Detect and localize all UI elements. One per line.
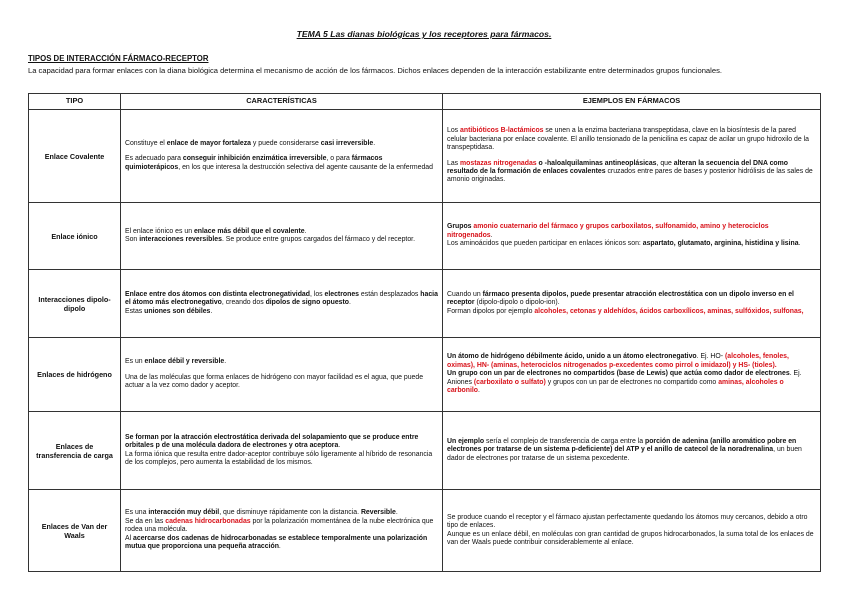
row-type: Enlace iónico [29,203,121,270]
row-examples: Grupos amonio cuaternario del fármaco y grupos carboxilatos, sulfonamido, amino y heterociclos nitrogenados. Los aminoácidos que pueden participar en enlaces iónicos son: aspartato, glutamato, arginina, histidina y lisina. [443,203,821,270]
row-examples: Un ejemplo sería el complejo de transferencia de carga entre la porción de adenina (anillo aromático pobre en electrones por tratarse de un sistema p-deficiente) del ATP y el anillo de catecol de la noradrenalina, un buen dador de electrones por tratarse de un sistema pexcedente. [443,412,821,490]
table-row [29,338,821,412]
row-examples: Los antibióticos B-lactámicos se unen a la enzima bacteriana transpeptidasa, clave en la biosíntesis de la pared celular bacteriana por enlace covalente. El anillo tensionado de la penicilina es capaz de acilar un grupo hidroxilo de la transpeptidasa. Las mostazas nitrogenadas o -haloalquilaminas antineoplásicas, que alteran la secuencia del DNA como resultado de la formación de enlaces covalentes cruzados entre pares de bases y posterior hidrólisis de las sales de amonio originadas. [443,110,821,203]
table-header-row [29,94,821,110]
table-row [29,412,821,490]
interaction-table [28,93,821,572]
row-type: Enlaces de Van der Waals [29,490,121,572]
row-type: Interacciones dipolo-dipolo [29,270,121,338]
row-type: Enlace Covalente [29,110,121,203]
table-row [29,490,821,572]
row-type: Enlaces de transferencia de carga [29,412,121,490]
header-ejemplos: EJEMPLOS EN FÁRMACOS [443,94,821,110]
row-characteristics: Enlace entre dos átomos con distinta electronegatividad, los electrones están desplazados hacia el átomo más electronegativo, creando dos dipolos de signo opuesto. Estas uniones son débiles. [121,270,443,338]
row-characteristics: Es una interacción muy débil, que disminuye rápidamente con la distancia. Reversible. Se da en las cadenas hidrocarbonadas por la polarización momentánea de la nube electrónica que rodea una molécula. Al acercarse dos cadenas de hidrocarbonadas se establece temporalmente una polarización mutua que proporciona una pequeña atracción. [121,490,443,572]
row-characteristics: Es un enlace débil y reversible. Una de las moléculas que forma enlaces de hidrógeno con mayor facilidad es el agua, que puede actuar a la vez como dador y aceptor. [121,338,443,412]
row-examples: Cuando un fármaco presenta dipolos, puede presentar atracción electrostática con un dipolo inverso en el receptor (dipolo-dipolo o dipolo-ion). Forman dipolos por ejemplo alcoholes, cetonas y aldehídos, ácidos carboxílicos, aminas, sulfóxidos, sulfonas, [443,270,821,338]
document-title: TEMA 5 Las dianas biológicas y los receptores para fármacos. [296,29,552,39]
row-characteristics: El enlace iónico es un enlace más débil que el covalente. Son interacciones reversibles. Se produce entre grupos cargados del fármaco y del receptor. [121,203,443,270]
header-caracteristicas: CARACTERÍSTICAS [121,94,443,110]
row-type: Enlaces de hidrógeno [29,338,121,412]
intro-paragraph: La capacidad para formar enlaces con la diana biológica determina el mecanismo de acción de los fármacos. Dichos enlaces dependen de la interacción estabilizante entre determinados grupos funcionales. [28,66,722,75]
row-examples: Un átomo de hidrógeno débilmente ácido, unido a un átomo electronegativo. Ej. HO- (alcoholes, fenoles, oximas), HN- (aminas, heterociclos nitrogenados p-excedentes como pirrol o imidazol) y HS- (tioles). Un grupo con un par de electrones no compartidos (base de Lewis) que actúa como dador de electrones. Ej. Aniones (carboxilato o sulfato) y grupos con un par de electrones no compartido como aminas, alcoholes o carbonilo. [443,338,821,412]
table-row [29,203,821,270]
header-tipo: TIPO [29,94,121,110]
section-title: TIPOS DE INTERACCIÓN FÁRMACO-RECEPTOR [28,54,209,63]
row-examples: Se produce cuando el receptor y el fármaco ajustan perfectamente quedando los átomos muy cercanos, debido a otro tipo de enlaces. Aunque es un enlace débil, en moléculas con gran cantidad de grupos hidrocarbonados, la suma total de los enlaces de van der Waals puede contribuir considerablemente al enlace. [443,490,821,572]
row-characteristics: Constituye el enlace de mayor fortaleza y puede considerarse casi irreversible. Es adecuado para conseguir inhibición enzimática irreversible, o para fármacos quimioterápicos, en los que interesa la destrucción selectiva del agente causante de la enfermedad [121,110,443,203]
table-row [29,110,821,203]
table-row [29,270,821,338]
row-characteristics: Se forman por la atracción electrostática derivada del solapamiento que se produce entre orbitales p de una molécula dadora de electrones y otra aceptora. La forma iónica que resulta entre dador-aceptor contribuye sólo ligeramente al híbrido de resonancia de los complejos, pero aumenta la estabilidad de los mismos. [121,412,443,490]
